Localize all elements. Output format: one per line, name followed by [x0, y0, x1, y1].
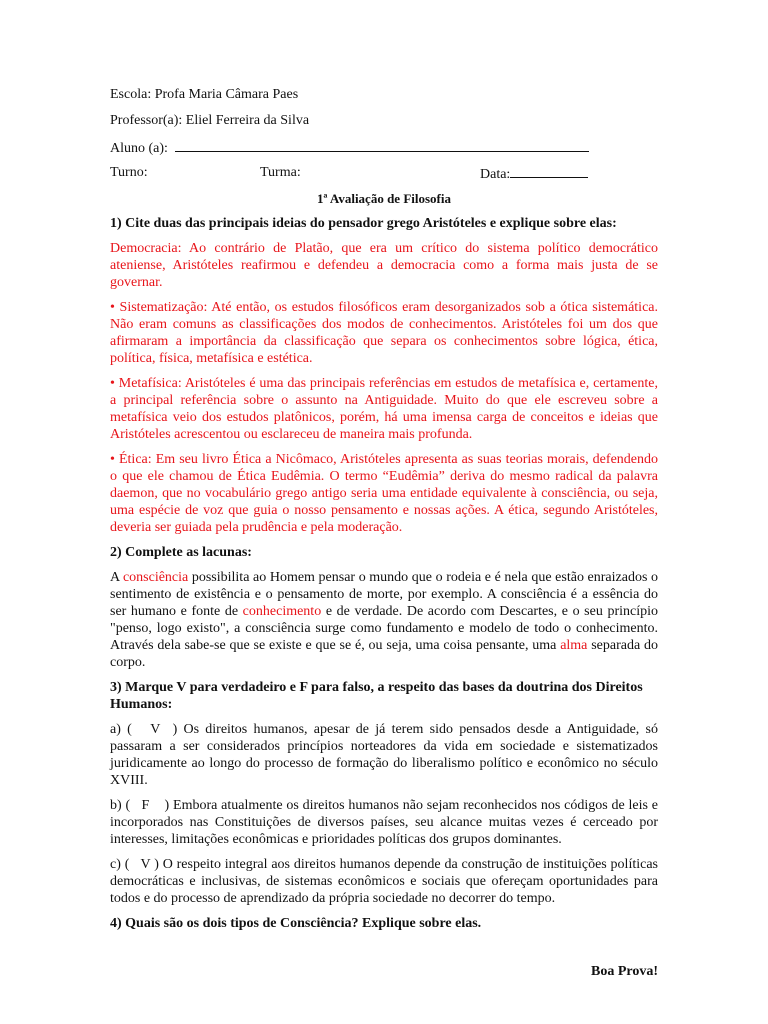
closing-text: Boa Prova!	[590, 964, 658, 979]
question-2: 2) Complete as lacunas:	[110, 545, 252, 560]
answer-1-sistematizacao: • Sistematização: Até então, os estudos filosóficos eram desorganizados sob a ótica sistemática. Não eram comuns as classificações dos modos de conhecimentos. Aristóteles foi um dos que afirmaram a importância da classificação que separa os conhecimentos sobre lógica, ética, política, física, metafísica e estética.	[110, 300, 658, 366]
q2-text-4: separada do corpo.	[110, 638, 659, 670]
q3-item-a	[110, 721, 658, 789]
date-label: Data:	[480, 167, 511, 182]
q3-item-c-mark: c) ( V )	[110, 857, 159, 872]
answer-1-metafisica: • Metafísica: Aristóteles é uma das principais referências em estudos de metafísica e, certamente, a principal referência sobre o assunto na Antiguidade. Muito do que ele escreveu sobre a metafísica veio dos estudos platônicos, porém, há uma imensa carga de conceitos e ideias que Aristóteles acrescentou ou esclareceu de maneira mais profunda.	[110, 376, 658, 442]
q3-item-c	[110, 856, 658, 907]
date-field	[480, 164, 588, 183]
student-label: Aluno (a):	[110, 141, 168, 156]
q3-item-a-mark: a) ( V )	[110, 722, 178, 737]
student-name-blank[interactable]	[175, 138, 589, 152]
q2-text-1: A	[110, 570, 123, 585]
date-blank[interactable]	[510, 164, 588, 178]
fill-blank-1: consciência	[122, 570, 189, 585]
q3-item-b-mark: b) ( F )	[110, 798, 170, 813]
teacher-name: Professor(a): Eliel Ferreira da Silva	[110, 113, 310, 128]
q2-text-3: e de verdade. De acordo com Descartes, e o seu princípio "penso, logo existo", a consciência surge como fundamento e modelo de todo o conhecimento. Através dela sabe-se que se existe e que se é, ou seja, uma coisa pensante, uma	[110, 604, 658, 653]
question-3: 3) Marque V para verdadeiro e F para falso, a respeito das bases da doutrina dos Direitos Humanos:	[110, 680, 643, 712]
q2-text-2: possibilita ao Homem pensar o mundo que o rodeia e é nela que estão enraizados o sentimento de existência e o pensamento de morte, por exemplo. A consciência é a essência do ser humano e fonte de	[110, 570, 659, 619]
turno-label: Turno:	[110, 165, 148, 180]
student-line	[110, 138, 658, 164]
question-1: 1) Cite duas das principais ideias do pensador grego Aristóteles e explique sobre elas:	[110, 216, 617, 231]
fill-blank-2: conhecimento	[242, 604, 322, 619]
q3-item-c-text: O respeito integral aos direitos humanos depende da construção de instituições políticas democráticas e inclusivas, de sistemas econômicos e sociais que ofereçam oportunidades para todos e do processo de aprendizado da própria sociedade no decorrer do tempo.	[110, 857, 658, 906]
school-name: Escola: Profa Maria Câmara Paes	[110, 87, 299, 102]
q3-item-b-text: Embora atualmente os direitos humanos não sejam reconhecidos nos códigos de leis e incorporados nas Constituições de diversos países, seu alcance muitas vezes é cerceado por interesses, limitações econômicas e prioridades políticas dos grupos dominantes.	[110, 798, 658, 847]
class-info-row	[110, 164, 658, 190]
answer-1-democracia: Democracia: Ao contrário de Platão, que era um crítico do sistema político democrático ateniense, Aristóteles reafirmou e defendeu a democracia como a forma mais justa de se governar.	[110, 241, 658, 290]
question-2-paragraph	[110, 569, 658, 671]
exam-title: 1ª Avaliação de Filosofia	[316, 191, 451, 206]
turma-label: Turma:	[260, 165, 301, 180]
q3-item-a-text: Os direitos humanos, apesar de já terem sido pensados desde a Antiguidade, só passaram a ser considerados princípios norteadores da vida em sociedade e sistematizados juridicamente ao longo do processo de formação do liberalismo político e econômico no século XVIII.	[110, 722, 658, 788]
question-4: 4) Quais são os dois tipos de Consciência? Explique sobre elas.	[110, 916, 482, 931]
q3-item-b	[110, 797, 658, 848]
answer-1-etica: • Ética: Em seu livro Ética a Nicômaco, Aristóteles apresenta as suas teorias morais, defendendo o que ele chamou de Ética Eudêmia. O termo “Eudêmia” deriva do mesmo radical da palavra daemon, que no vocabulário grego antigo seria uma entidade equivalente à consciência, ou seja, uma espécie de voz que guia o nosso pensamento e nossas ações. A ética, segundo Aristóteles, deveria ser guiada pela prudência e pela moderação.	[110, 452, 658, 535]
fill-blank-3: alma	[560, 638, 588, 653]
